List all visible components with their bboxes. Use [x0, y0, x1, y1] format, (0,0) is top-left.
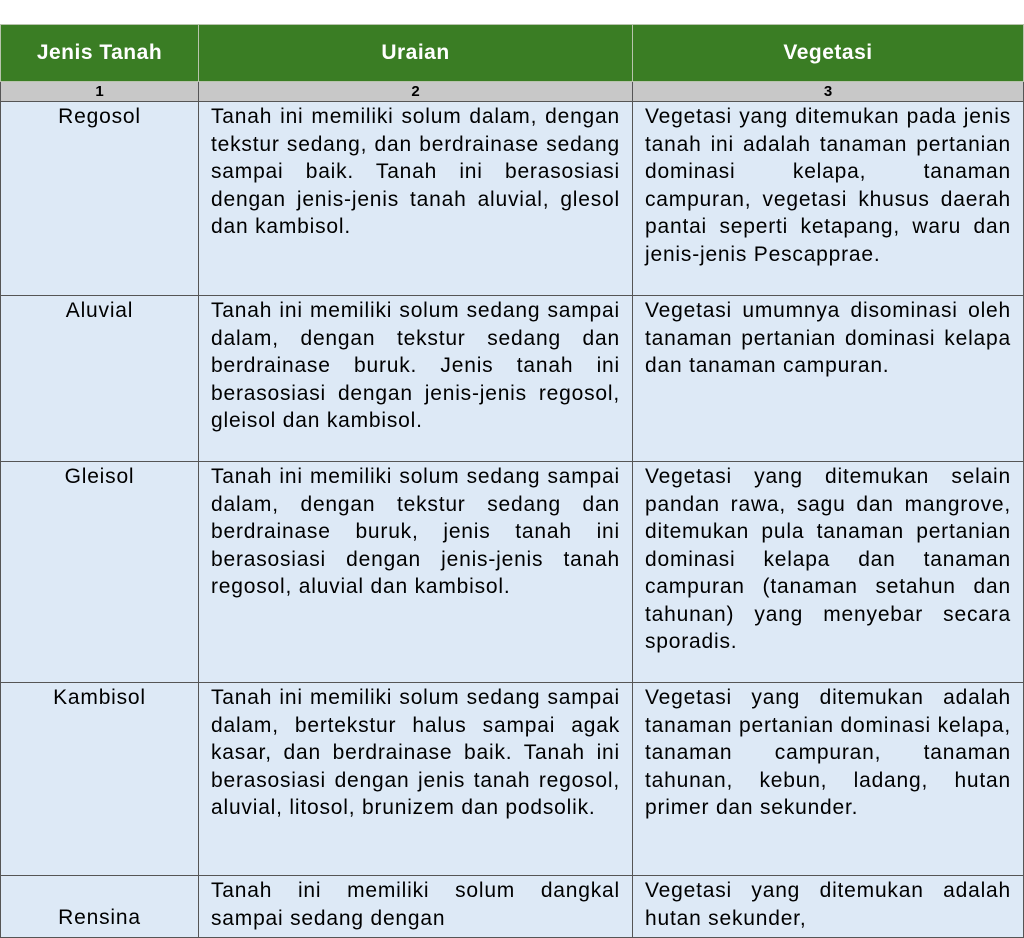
soil-description: Tanah ini memiliki solum sedang sampai dalam, dengan tekstur sedang dan berdrainase buruk, jenis tanah ini berasosiasi dengan jenis-jenis tanah regosol, aluvial dan kambisol.	[199, 462, 633, 683]
header-jenis-tanah: Jenis Tanah	[1, 25, 199, 82]
header-row	[1, 25, 1024, 82]
header-vegetasi: Vegetasi	[633, 25, 1024, 82]
soil-description: Tanah ini memiliki solum sedang sampai dalam, dengan tekstur sedang dan berdrainase buruk. Jenis tanah ini berasosiasi dengan jenis-jenis regosol, gleisol dan kambisol.	[199, 296, 633, 462]
soil-description: Tanah ini memiliki solum sedang sampai dalam, bertekstur halus sampai agak kasar, dan berdrainase baik. Tanah ini berasosiasi dengan jenis tanah regosol, aluvial, litosol, brunizem dan podsolik.	[199, 683, 633, 876]
soil-name: Aluvial	[1, 296, 199, 462]
table-row	[1, 102, 1024, 296]
soil-types-table	[0, 24, 1024, 938]
soil-vegetation: Vegetasi yang ditemukan pada jenis tanah ini adalah tanaman pertanian dominasi kelapa, tanaman campuran, vegetasi khusus daerah pantai seperti ketapang, waru dan jenis-jenis Pescapprae.	[633, 102, 1024, 296]
soil-vegetation: Vegetasi umumnya disominasi oleh tanaman pertanian dominasi kelapa dan tanaman campuran.	[633, 296, 1024, 462]
soil-table-container	[0, 24, 1023, 938]
column-number-row	[1, 82, 1024, 102]
soil-description: Tanah ini memiliki solum dangkal sampai sedang dengan	[199, 876, 633, 938]
soil-vegetation: Vegetasi yang ditemukan selain pandan rawa, sagu dan mangrove, ditemukan pula tanaman pertanian dominasi kelapa dan tanaman campuran (tanaman setahun dan tahunan) yang menyebar secara sporadis.	[633, 462, 1024, 683]
column-number: 1	[1, 82, 199, 102]
soil-name: Kambisol	[1, 683, 199, 876]
column-number: 2	[199, 82, 633, 102]
table-row	[1, 876, 1024, 938]
header-uraian: Uraian	[199, 25, 633, 82]
soil-name: Gleisol	[1, 462, 199, 683]
soil-vegetation: Vegetasi yang ditemukan adalah hutan sekunder,	[633, 876, 1024, 938]
soil-name: Rensina	[1, 876, 199, 938]
soil-vegetation: Vegetasi yang ditemukan adalah tanaman pertanian dominasi kelapa, tanaman campuran, tanaman tahunan, kebun, ladang, hutan primer dan sekunder.	[633, 683, 1024, 876]
soil-description: Tanah ini memiliki solum dalam, dengan tekstur sedang, dan berdrainase sedang sampai baik. Tanah ini berasosiasi dengan jenis-jenis tanah aluvial, glesol dan kambisol.	[199, 102, 633, 296]
soil-name: Regosol	[1, 102, 199, 296]
table-row	[1, 683, 1024, 876]
column-number: 3	[633, 82, 1024, 102]
table-row	[1, 296, 1024, 462]
table-row	[1, 462, 1024, 683]
